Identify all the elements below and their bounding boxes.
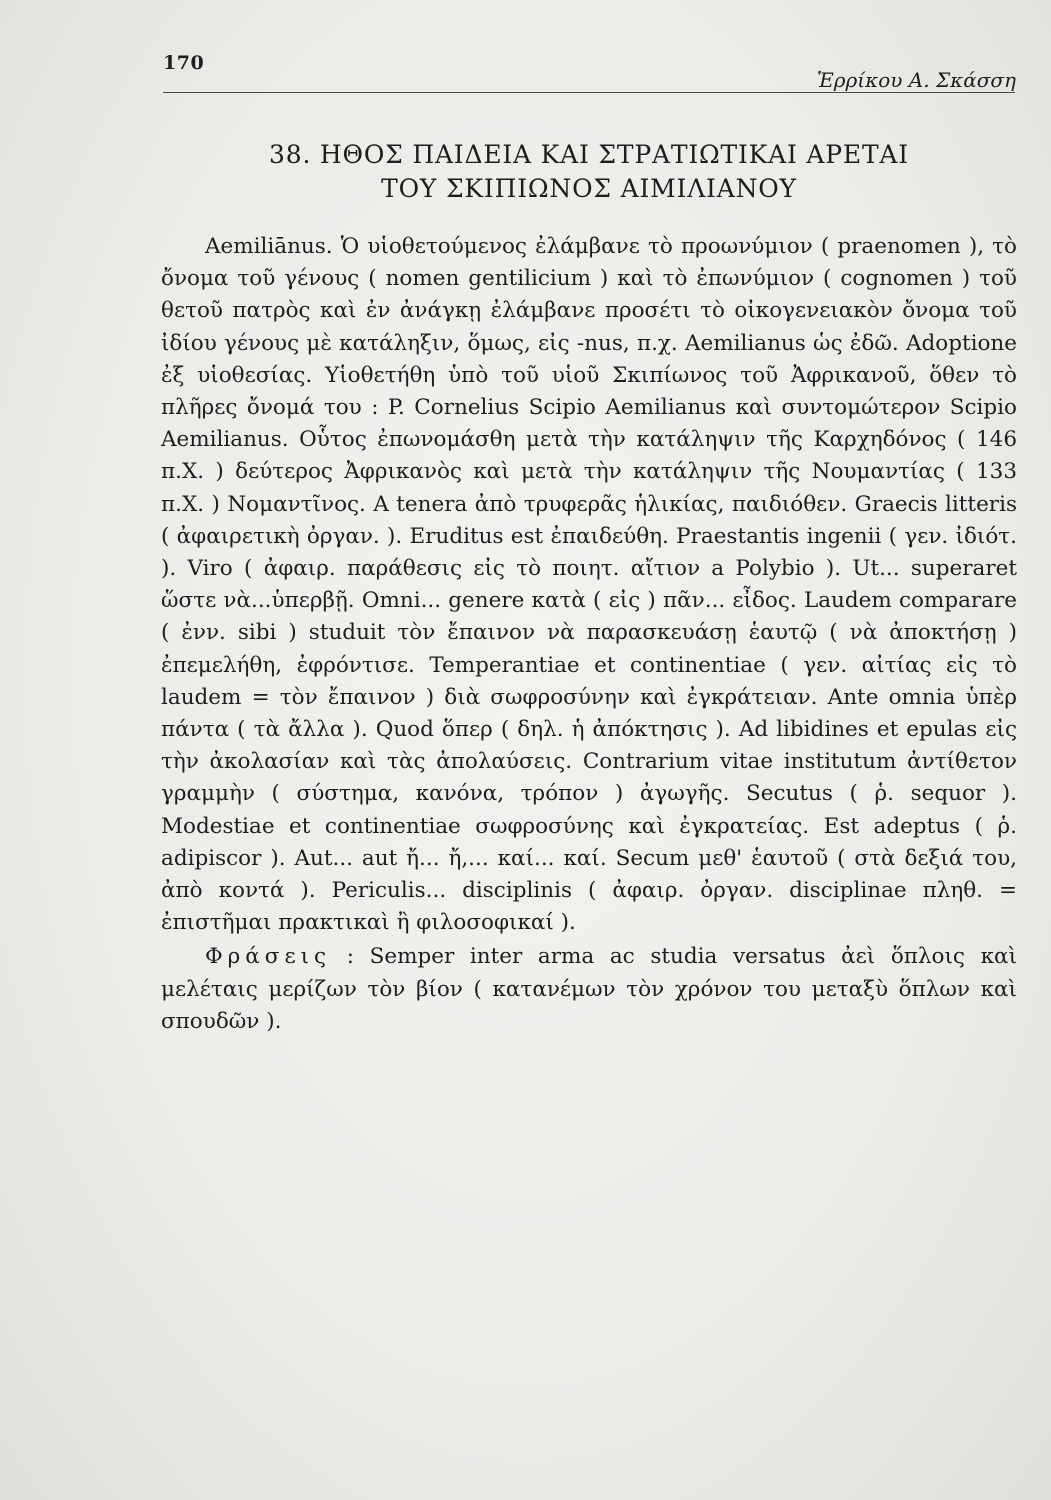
header-rule	[163, 92, 1015, 93]
chapter-title-line-2: ΤΟΥ ΣΚΙΠΙΩΝΟΣ ΑΙΜΙΛΙΑΝΟΥ	[381, 174, 797, 203]
chapter-title-line-1: 38. ΗΘΟΣ ΠΑΙΔΕΙΑ ΚΑΙ ΣΤΡΑΤΙΩΤΙΚΑΙ ΑΡΕΤΑΙ	[269, 140, 909, 169]
running-head	[163, 52, 1016, 92]
commentary-paragraph: Aemiliānus. Ὁ υἱοθετούμενος ἐλάμβανε τὸ προωνύμιον ( praenomen ), τὸ ὄνομα τοῦ γένους ( nomen gentilicium ) καὶ τὸ ἐπωνύμιον ( cognomen ) τοῦ θετοῦ πατρὸς καὶ ἐν ἀνάγκῃ ἐλάμβανε προσέτι τὸ οἰκογενειακὸν ὄνομα τοῦ ἰδίου γένους μὲ κατάληξιν, ὅμως, εἰς -nus, π.χ. Aemilianus ὡς ἐδῶ. Adoptione ἐξ υἱοθεσίας. Υἱοθετήθη ὑπὸ τοῦ υἱοῦ Σκιπίωνος τοῦ Ἀφρικανοῦ, ὅθεν τὸ πλῆρες ὄνομά του : P. Cornelius Scipio Aemilianus καὶ συντομώτερον Scipio Aemilianus. Οὗτος ἐπωνομάσθη μετὰ τὴν κατάληψιν τῆς Καρχηδόνος ( 146 π.Χ. ) δεύτερος Ἀφρικανὸς καὶ μετὰ τὴν κατάληψιν τῆς Νουμαντίας ( 133 π.Χ. ) Νομαντῖνος. A tenera ἀπὸ τρυφερᾶς ἡλικίας, παιδιόθεν. Graecis litteris ( ἀφαιρετικὴ ὀργαν. ). Eruditus est ἐπαιδεύθη. Praestantis ingenii ( γεν. ἰδιότ. ). Viro ( ἀφαιρ. παράθεσις εἰς τὸ ποιητ. αἴτιον a Polybio ). Ut... superaret ὥστε νὰ...ὑπερβῇ. Omni... genere κατὰ ( εἰς ) πᾶν... εἶδος. Laudem comparare ( ἐνν. sibi ) studuit τὸν ἔπαινον νὰ παρασκευάσῃ ἑαυτῷ ( νὰ ἀποκτήσῃ ) ἐπεμελήθη, ἐφρόντισε. Temperantiae et continentiae ( γεν. αἰτίας εἰς τὸ laudem = τὸν ἔπαινον ) διὰ σωφροσύνην καὶ ἐγκράτειαν. Ante omnia ὑπὲρ πάντα ( τὰ ἄλλα ). Quod ὅπερ ( δηλ. ἡ ἀπόκτησις ). Ad libidines et epulas εἰς τὴν ἀκολασίαν καὶ τὰς ἀπολαύσεις. Contrarium vitae institutum ἀντίθετον γραμμὴν ( σύστημα, κανόνα, τρόπον ) ἀγωγῆς. Secutus ( ῥ. sequor ). Modestiae et continentiae σωφροσύνης καὶ ἐγκρατείας. Est adeptus ( ῥ. adipiscor ). Aut... aut ἤ... ἤ,... καί... καί. Secum μεθ' ἑαυτοῦ ( στὰ δεξιά του, ἀπὸ κοντά ). Periculis... disciplinis ( ἀφαιρ. ὀργαν. disciplinae πληθ. = ἐπιστῆμαι πρακτικαὶ ἢ φιλοσοφικαί ).	[161, 234, 1017, 936]
phrases-text: : Semper inter arma ac studia versatus ἀεὶ ὅπλοις καὶ μελέταις μερίζων τὸν βίον ( κατανέμων τὸν χρόνον του μεταξὺ ὅπλων καὶ σπουδῶν ).	[161, 944, 1017, 1034]
phrases-label: Φράσεις	[205, 944, 332, 970]
chapter-title	[163, 138, 1015, 206]
running-head-author: Ἑρρίκου Α. Σκάσση	[816, 68, 1016, 92]
page-number: 170	[163, 52, 205, 74]
phrases-paragraph	[161, 941, 1017, 1038]
commentary-body	[161, 231, 1017, 1038]
